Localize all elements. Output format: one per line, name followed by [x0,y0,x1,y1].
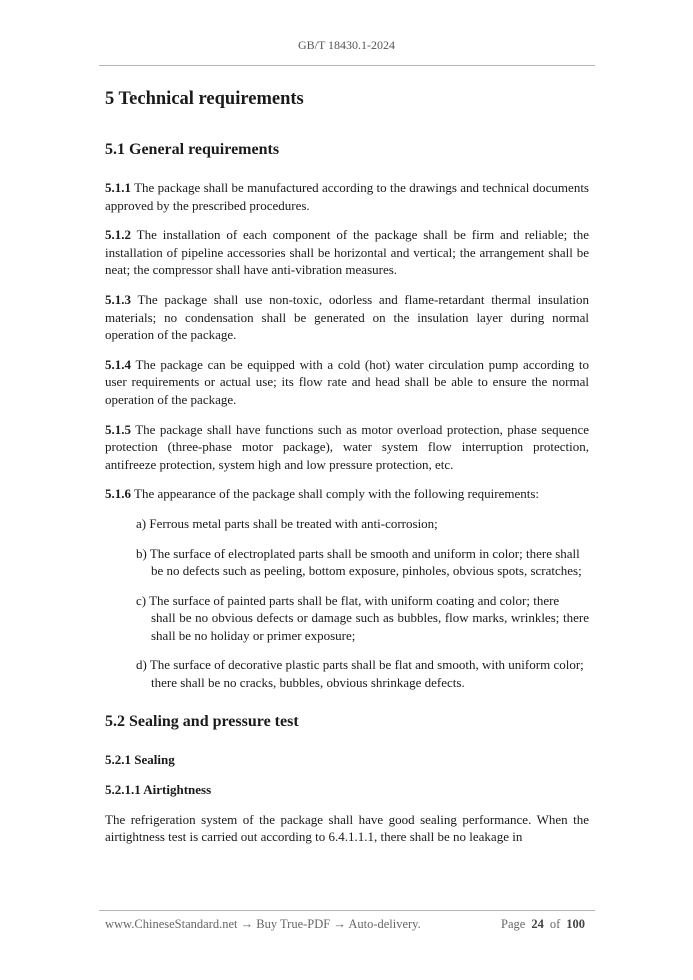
of-label: of [549,917,561,931]
list-item-d [136,656,589,691]
page-indicator [501,917,585,932]
section-5-2-1-1-title: 5.2.1.1 Airtightness [105,781,212,797]
site-link[interactable]: www.ChineseStandard.net [105,917,238,931]
arrow-right-icon: → [240,917,254,931]
list-item-continuation: be no defects such as peeling, bottom exposure, pinholes, obvious spots, scratches; [151,563,582,579]
clause-number: 5.1.1 [105,180,131,195]
list-item-text: b) The surface of electroplated parts shall be smooth and uniform in color; there shall [136,545,580,561]
list-item-text: d) The surface of decorative plastic parts shall be flat and smooth, with uniform color; [136,657,584,673]
clause-number: 5.1.4 [105,356,131,372]
buy-true-pdf-link[interactable]: Buy True-PDF [256,917,331,931]
total-pages: 100 [566,917,585,931]
section-5-1-title: 5.1 General requirements [105,141,280,158]
section-5-title: 5 Technical requirements [105,89,304,109]
clause-5-1-4 [105,356,589,409]
section-5-2-title: 5.2 Sealing and pressure test [105,712,299,730]
list-item-text: a) Ferrous metal parts shall be treated with anti-corrosion; [136,515,438,531]
auto-delivery-text: Auto-delivery. [348,917,421,931]
clause-5-1-3 [105,291,589,344]
clause-number: 5.1.6 [105,486,131,502]
arrow-right-icon: → [333,917,346,931]
clause-5-1-5 [105,421,589,474]
footer-promo [105,917,421,932]
clause-5-2-1-1-text: The refrigeration system of the package shall have good sealing performance. When the airtightness test is carried out according to 6.4.1.1.1, there shall be no leakage in [105,811,589,845]
clause-text: The package shall be manufactured according to the drawings and technical documents approved by the prescribed procedures. [105,180,589,213]
clause-number: 5.1.2 [105,227,131,243]
clause-5-1-2 [105,226,589,279]
document-code-header: GB/T 18430.1-2024 [297,38,396,52]
header-divider [99,65,595,66]
clause-text: The package shall have functions such as motor overload protection, phase sequence protection (three-phase motor package), water system flow interruption protection, antifreeze protection, system high and low pressure protection, etc. [105,421,589,472]
page-number: 24 [531,917,544,931]
clause-text: The package shall use non-toxic, odorless and flame-retardant thermal insulation materials; no condensation shall be generated on the insulation layer during normal operation of the package. [105,291,589,343]
footer-divider [99,910,595,911]
document-body [105,88,589,858]
list-item-text: c) The surface of painted parts shall be flat, with uniform coating and color; there [136,592,560,608]
list-item-b [136,545,589,580]
clause-text: The installation of each component of the package shall be firm and reliable; the installation of pipeline accessories shall be horizontal and vertical; the arrangement shall be neat; the compressor shall have anti-vibration measures. [105,227,589,278]
clause-number: 5.1.5 [105,421,131,437]
list-item-continuation: there shall be no cracks, bubbles, obvious shrinkage defects. [151,675,465,691]
clause-text: The appearance of the package shall comply with the following requirements: [131,486,540,502]
page-label: Page [501,917,526,931]
list-item-c [136,592,589,645]
clause-text: The package can be equipped with a cold (hot) water circulation pump according to user requirements or actual use; its flow rate and head shall be able to ensure the normal operation of the package. [105,356,589,407]
clause-5-1-6 [105,485,589,503]
list-item-a [136,515,589,533]
clause-5-1-1 [105,179,589,214]
list-item-continuation: shall be no obvious defects or damage such as bubbles, flow marks, wrinkles; there shall be no holiday or primer exposure; [151,610,589,643]
clause-number: 5.1.3 [105,291,131,307]
section-5-2-1-title: 5.2.1 Sealing [105,751,175,767]
